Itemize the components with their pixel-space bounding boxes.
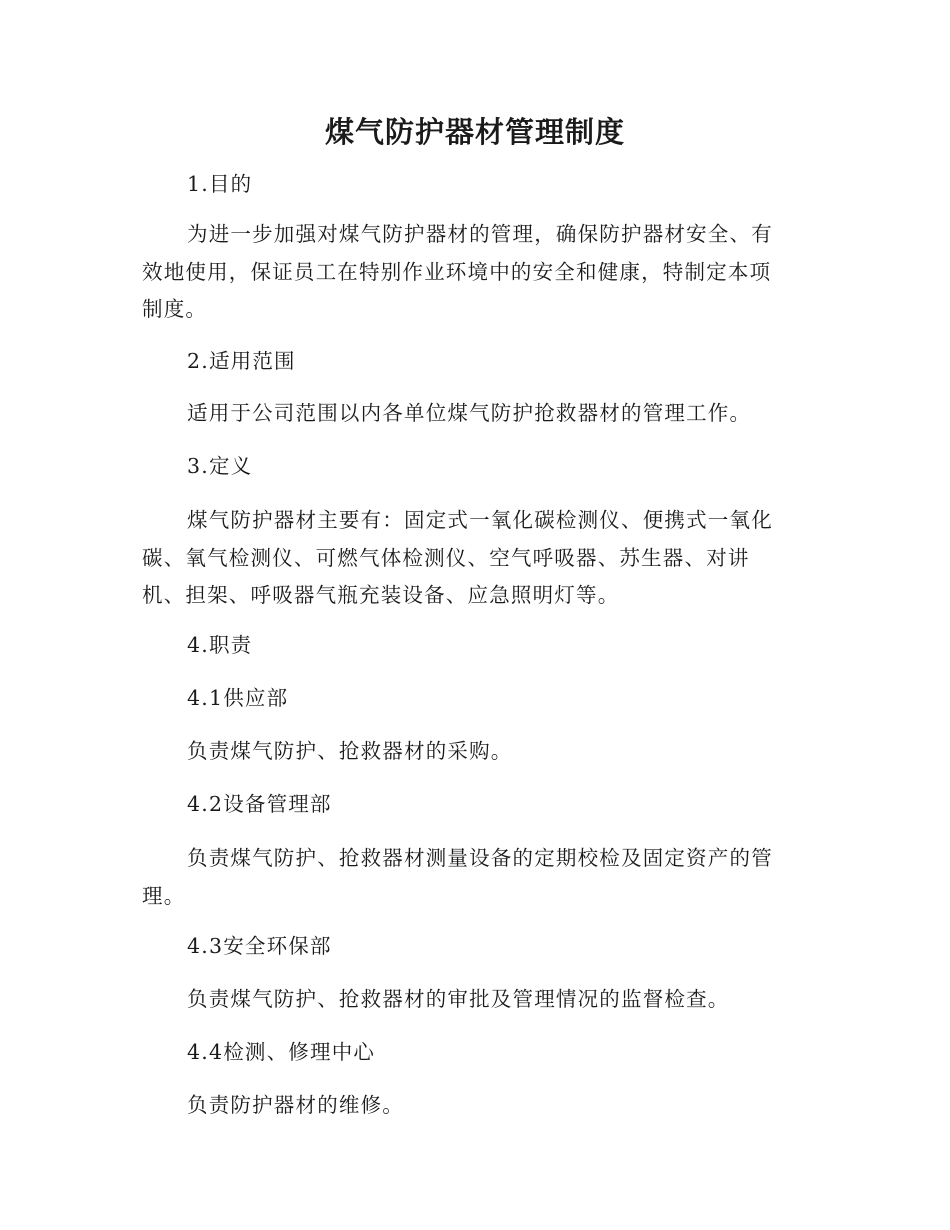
section-heading: 1.目的: [187, 172, 253, 196]
subsection-heading: 4.4检测、修理中心: [187, 1040, 376, 1064]
paragraph: 负责防护器材的维修。: [187, 1093, 404, 1117]
paragraph: 负责煤气防护、抢救器材测量设备的定期校检及固定资产的管理。: [142, 846, 773, 908]
subsection-heading: 4.2设备管理部: [187, 792, 332, 816]
section-heading: 2.适用范围: [187, 349, 296, 373]
paragraph: 负责煤气防护、抢救器材的采购。: [187, 739, 513, 763]
paragraph: 煤气防护器材主要有：固定式一氧化碳检测仪、便携式一氧化碳、氧气检测仪、可燃气体检测仪、空气呼吸器、苏生器、对讲机、担架、呼吸器气瓶充装设备、应急照明灯等。: [142, 508, 773, 607]
section-heading: 4.职责: [187, 633, 253, 657]
subsection-heading: 4.3安全环保部: [187, 934, 332, 958]
paragraph: 负责煤气防护、抢救器材的审批及管理情况的监督检查。: [187, 987, 730, 1011]
section-heading: 3.定义: [187, 454, 253, 478]
paragraph: 适用于公司范围以内各单位煤气防护抢救器材的管理工作。: [187, 401, 752, 425]
paragraph: 为进一步加强对煤气防护器材的管理，确保防护器材安全、有效地使用，保证员工在特别作业环境中的安全和健康，特制定本项制度。: [142, 222, 773, 321]
document-title: 煤气防护器材管理制度: [324, 115, 625, 149]
subsection-heading: 4.1供应部: [187, 686, 289, 710]
